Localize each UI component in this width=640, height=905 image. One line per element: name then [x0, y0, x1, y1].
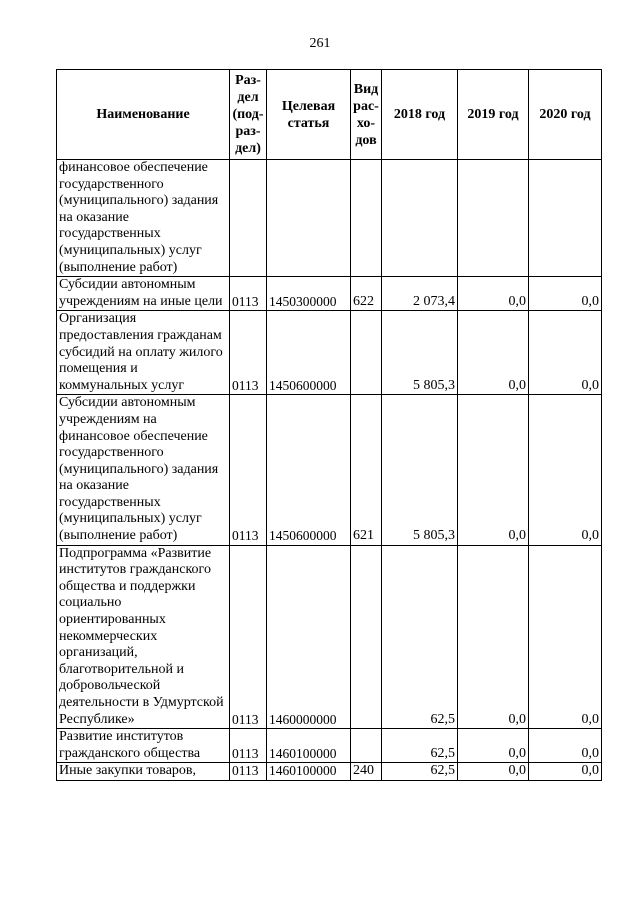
- row-target: [267, 160, 351, 277]
- row-2020: 0,0: [529, 311, 602, 395]
- row-target: 1460100000: [267, 763, 351, 781]
- row-name: Развитие институтов гражданского общества: [57, 729, 230, 763]
- row-name: Субсидии автономным учреждениям на иные цели: [57, 277, 230, 311]
- row-2018: 62,5: [382, 763, 458, 781]
- row-2019: 0,0: [458, 395, 529, 545]
- row-name: Подпрограмма «Развитие институтов гражданского общества и поддержки социально ориентированных некоммерческих организаций, благотворительной и добровольческой деятельности в Удмуртской Республике»: [57, 545, 230, 729]
- row-name: Субсидии автономным учреждениям на финансовое обеспечение государственного (муниципального) задания на оказание государственных (муниципальных) услуг (выполнение работ): [57, 395, 230, 545]
- row-target: 1460100000: [267, 729, 351, 763]
- row-target: 1450600000: [267, 395, 351, 545]
- row-2020: 0,0: [529, 395, 602, 545]
- header-target-text: Целевая статья: [281, 98, 336, 131]
- row-section: 0113: [230, 395, 267, 545]
- row-2020: 0,0: [529, 763, 602, 781]
- row-expense-type: 622: [351, 277, 382, 311]
- header-section-text: Раз- дел (под- раз- дел): [232, 73, 264, 156]
- table-row: [57, 545, 602, 729]
- row-2018: 5 805,3: [382, 311, 458, 395]
- row-target: 1450600000: [267, 311, 351, 395]
- row-2019: 0,0: [458, 763, 529, 781]
- row-name: финансовое обеспечение государственного (муниципального) задания на оказание государственных (муниципальных) услуг (выполнение работ): [57, 160, 230, 277]
- header-section: [230, 70, 267, 160]
- row-section: 0113: [230, 545, 267, 729]
- row-expense-type: [351, 311, 382, 395]
- row-2019: 0,0: [458, 277, 529, 311]
- row-2020: 0,0: [529, 729, 602, 763]
- header-2018: 2018 год: [382, 70, 458, 160]
- row-expense-type: [351, 160, 382, 277]
- row-section: 0113: [230, 763, 267, 781]
- row-2020: 0,0: [529, 545, 602, 729]
- row-name: Иные закупки товаров,: [57, 763, 230, 781]
- table-row: [57, 311, 602, 395]
- header-expense-type-text: Вид рас- хо- дов: [353, 81, 379, 148]
- table-row: [57, 277, 602, 311]
- row-target: 1450300000: [267, 277, 351, 311]
- row-2020: 0,0: [529, 277, 602, 311]
- page-number: 261: [309, 36, 331, 51]
- row-section: 0113: [230, 277, 267, 311]
- row-2019: 0,0: [458, 545, 529, 729]
- row-section: 0113: [230, 729, 267, 763]
- row-2018: 2 073,4: [382, 277, 458, 311]
- header-target: [267, 70, 351, 160]
- row-name: Организация предоставления гражданам субсидий на оплату жилого помещения и коммунальных услуг: [57, 311, 230, 395]
- table-row: [57, 763, 602, 781]
- row-2019: [458, 160, 529, 277]
- row-2018: 62,5: [382, 729, 458, 763]
- row-2018: 62,5: [382, 545, 458, 729]
- row-2018: [382, 160, 458, 277]
- header-expense-type: [351, 70, 382, 160]
- table-row: [57, 395, 602, 545]
- table-row: [57, 729, 602, 763]
- header-2019: 2019 год: [458, 70, 529, 160]
- row-expense-type: [351, 729, 382, 763]
- row-expense-type: [351, 545, 382, 729]
- row-2020: [529, 160, 602, 277]
- header-name: Наименование: [57, 70, 230, 160]
- header-2020: 2020 год: [529, 70, 602, 160]
- row-2019: 0,0: [458, 729, 529, 763]
- table-row: [57, 160, 602, 277]
- row-section: 0113: [230, 311, 267, 395]
- row-target: 1460000000: [267, 545, 351, 729]
- row-section: [230, 160, 267, 277]
- row-2019: 0,0: [458, 311, 529, 395]
- header-row: [57, 70, 602, 160]
- row-expense-type: 240: [351, 763, 382, 781]
- row-expense-type: 621: [351, 395, 382, 545]
- budget-table: [56, 69, 602, 781]
- row-2018: 5 805,3: [382, 395, 458, 545]
